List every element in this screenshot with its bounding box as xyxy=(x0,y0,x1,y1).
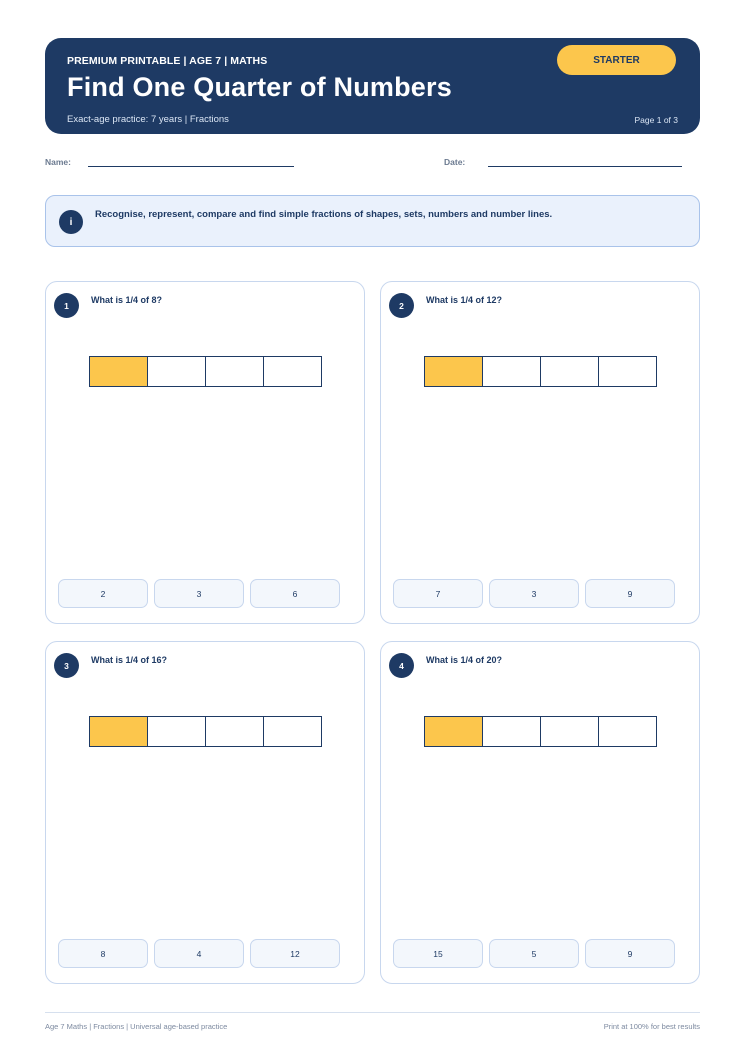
question-text: What is 1/4 of 16? xyxy=(91,655,168,665)
fraction-bar-part xyxy=(148,717,206,746)
fraction-bar-part xyxy=(599,717,656,746)
date-field[interactable] xyxy=(488,166,682,167)
answer-options xyxy=(58,579,340,608)
answer-option[interactable]: 3 xyxy=(154,579,244,608)
fraction-bar-part-shaded xyxy=(90,357,148,386)
answer-option[interactable]: 12 xyxy=(250,939,340,968)
fraction-bar-part xyxy=(541,357,599,386)
question-text: What is 1/4 of 20? xyxy=(426,655,503,665)
question-number: 4 xyxy=(389,653,414,678)
question-card-1 xyxy=(45,281,365,624)
answer-option[interactable]: 9 xyxy=(585,579,675,608)
answer-option[interactable]: 2 xyxy=(58,579,148,608)
fraction-bar-part xyxy=(599,357,656,386)
fraction-bar-part xyxy=(483,357,541,386)
answer-option[interactable]: 15 xyxy=(393,939,483,968)
header-banner xyxy=(45,38,700,134)
page-number: Page 1 of 3 xyxy=(634,115,678,125)
answer-options xyxy=(393,939,675,968)
name-field[interactable] xyxy=(88,166,294,167)
answer-option[interactable]: 6 xyxy=(250,579,340,608)
question-number: 2 xyxy=(389,293,414,318)
page-title: Find One Quarter of Numbers xyxy=(67,72,452,102)
fraction-bar xyxy=(424,716,657,747)
question-card-3 xyxy=(45,641,365,984)
answer-option[interactable]: 8 xyxy=(58,939,148,968)
fraction-bar-part-shaded xyxy=(425,717,483,746)
fraction-bar xyxy=(89,356,322,387)
info-text: Recognise, represent, compare and find simple fractions of shapes, sets, numbers and number lines. xyxy=(95,209,553,220)
answer-options xyxy=(393,579,675,608)
fraction-bar-part-shaded xyxy=(90,717,148,746)
info-icon: i xyxy=(59,210,83,234)
footer-right-text: Print at 100% for best results xyxy=(603,1022,700,1031)
answer-option[interactable]: 9 xyxy=(585,939,675,968)
fraction-bar-part xyxy=(264,357,321,386)
header-subtitle: Exact-age practice: 7 years | Fractions xyxy=(67,114,229,125)
fraction-bar xyxy=(89,716,322,747)
fraction-bar-part xyxy=(148,357,206,386)
question-card-4 xyxy=(380,641,700,984)
fraction-bar xyxy=(424,356,657,387)
name-label: Name: xyxy=(45,157,71,167)
answer-options xyxy=(58,939,340,968)
fraction-bar-part xyxy=(206,357,264,386)
question-text: What is 1/4 of 12? xyxy=(426,295,503,305)
answer-option[interactable]: 3 xyxy=(489,579,579,608)
level-badge: STARTER xyxy=(557,45,676,75)
fraction-bar-part xyxy=(264,717,321,746)
answer-option[interactable]: 4 xyxy=(154,939,244,968)
info-box xyxy=(45,195,700,247)
footer-left-text: Age 7 Maths | Fractions | Universal age-based practice xyxy=(45,1022,228,1031)
fraction-bar-part xyxy=(483,717,541,746)
question-number: 3 xyxy=(54,653,79,678)
header-eyebrow: PREMIUM PRINTABLE | AGE 7 | MATHS xyxy=(67,55,268,67)
answer-option[interactable]: 7 xyxy=(393,579,483,608)
question-text: What is 1/4 of 8? xyxy=(91,295,163,305)
fraction-bar-part xyxy=(206,717,264,746)
question-number: 1 xyxy=(54,293,79,318)
footer-divider xyxy=(45,1012,700,1013)
fraction-bar-part xyxy=(541,717,599,746)
date-label: Date: xyxy=(444,157,466,167)
fraction-bar-part-shaded xyxy=(425,357,483,386)
question-card-2 xyxy=(380,281,700,624)
answer-option[interactable]: 5 xyxy=(489,939,579,968)
